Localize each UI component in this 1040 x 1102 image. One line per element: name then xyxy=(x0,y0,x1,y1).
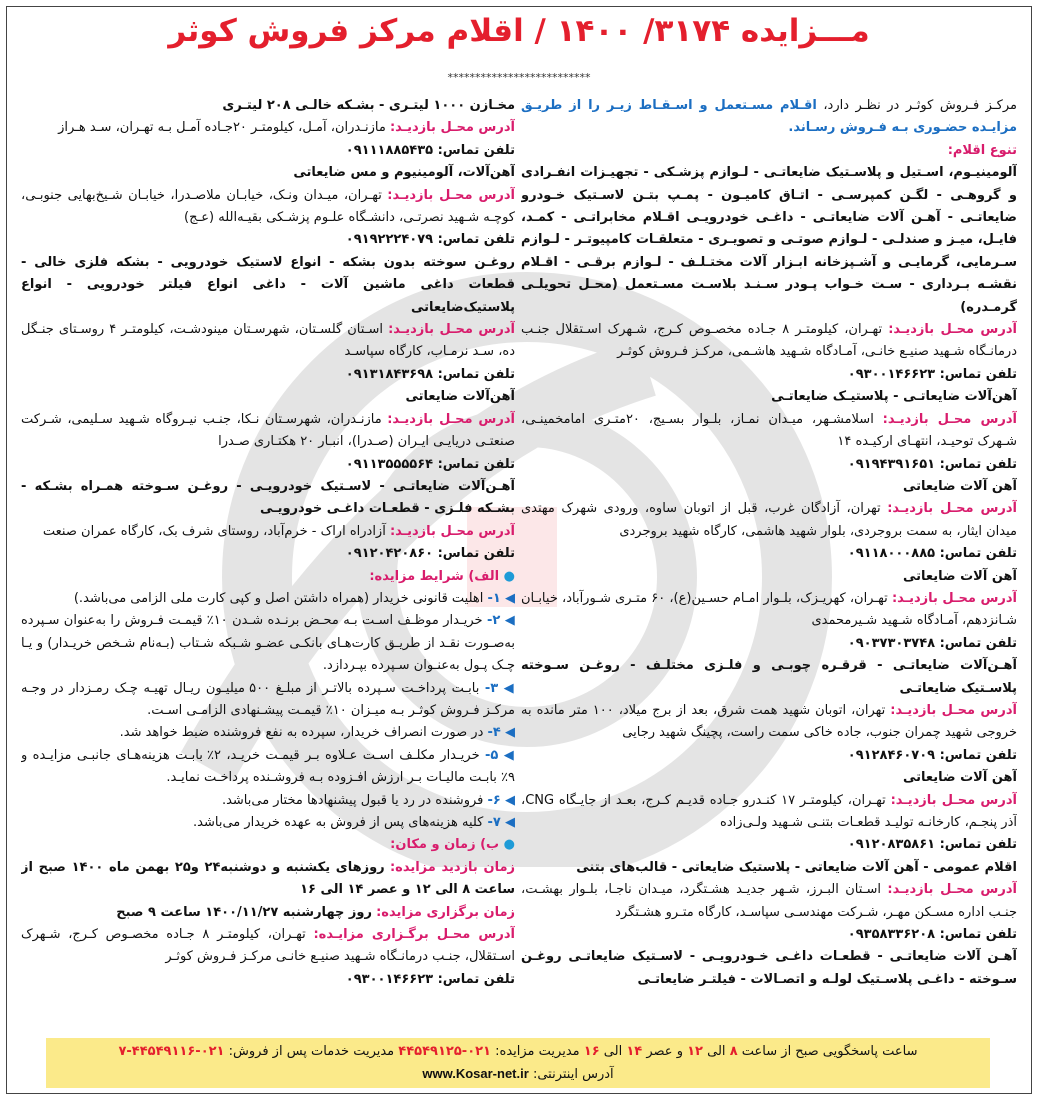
visit-entry: آهن‌آلات ضایعاتی آدرس محـل بازدیـد: مازنـدران، شهرسـتان نـکا، جنـب نیـروگاه شـهید سـلیمی، شـرکت صنعتـی دریایـی ایـران (صـدرا)، انبـار ۲۰ هکتـاری صـدرا تلفن تماس: ۰۹۱۱۳۵۵۵۵۶۴ xyxy=(21,386,515,476)
triangle-bullet-icon: ◀ xyxy=(505,815,515,830)
visit-phone: ۰۹۱۱۸۰۰۰۸۸۵ xyxy=(847,546,936,562)
visit-address: اسلامشـهر، میـدان نمـاز، بلـوار بسـیج، ۲۰متـری امامخمینـی، شـهرک توحیـد، انتهـای ارکیـده ۱۴ xyxy=(521,411,1017,450)
visit-entry: آهن‌آلات، آلومینیوم و مس ضایعاتی آدرس محـل بازدیـد: تهـران، میـدان ونـک، خیابـان ملاصـدرا، خیابـان شـیخ‌بهایی جنوبـی، کوچـه شـهید نصرتـی، دانشـگاه علـوم پزشـکی بقیـه‌الله (عـج) تلفن تماس: ۰۹۱۹۲۲۲۴۰۷۹ xyxy=(21,162,515,252)
website-link[interactable]: www.Kosar-net.ir xyxy=(422,1066,529,1081)
visit-address: تهـران، کهریـزک، بلـوار امـام حسـین(ع)، ۶۰ متـری شـورآباد، خیابـان شـانزدهم، آمـادگاه شـهید شـیرمحمدی xyxy=(521,590,1017,629)
condition-item: ◀ ۶- فروشنده در رد یا قبول پیشنهادها مختار می‌باشد. xyxy=(221,792,515,808)
entry-items: آهن‌آلات ضایعاتی xyxy=(405,389,515,405)
visit-address: تهـران، کیلومتـر ۱۷ کنـدرو جـاده قدیـم کـرج، بعـد از جایـگاه CNG، آذر پنجـم، کارخانـه تولیـد قطعـات بتنـی شـهید ولـی‌زاده xyxy=(521,792,1017,830)
visit-phone: ۰۹۰۳۷۳۰۳۷۴۸ xyxy=(847,635,936,651)
visit-address: اسـتان گلسـتان، شهرسـتان مینودشـت، کیلومتـر ۴ روسـتای جنـگل ده، سـد نرمـاب، کارگاه سپاسـد xyxy=(21,322,515,360)
visit-phone: ۰۹۱۱۳۵۵۵۵۶۴ xyxy=(345,456,434,472)
visit-address: تهران، اتوبان شهید همت شرق، بعد از برج میلاد، ۱۰۰ متر مانده به خروجی شهید چمران جنوب، جاده خاکی سمت راست، پچینگ شهید رجایی xyxy=(521,702,1017,741)
visit-phone: ۰۹۳۰۰۱۴۶۶۲۳ xyxy=(847,366,936,382)
condition-item: ◀ ۳- بابـت پرداخـت سـپرده بالاتـر از مبلـغ ۵۰۰ میلیـون ریـال تهیـه چـک رمـزدار در وجـه مرکـز فـروش کوثـر بـه میـزان ۱۰٪ قیمـت پیشـنهادی الزامـی اسـت. xyxy=(21,680,515,718)
variety-text: آلومینیـوم، اسـتیل و پلاسـتیک ضایعاتـی - لـوازم پزشـکی - تجهیـزات انفـرادی و گروهـی - لگـن کمپرسـی - اتـاق کامیـون - پمـپ بتـن لاسـتیک خـودرو ضایعاتـی - آهـن آلات ضایعاتـی - داغـی خودرویـی اقـلام مخابراتـی - کمـد، فایـل، میـز و صندلـی - لـوازم صوتـی و تصویـری - متعلقـات کامپیوتـر - لـوازم سـرمایی، گرمایـی و آشـپزخانه ابـزار آلات مختـلـف - لـوازم برقـی - اقـلام نقشـه بـرداری - سـت خـواب پـودر سـنـد بلاسـت مسـتعمل (محـل تحویلـی گرمـدره) xyxy=(521,165,1017,315)
entry-items: روغـن سوخته بدون بشکه - انواع لاستیک خودرویی - بشکه فلزی خالی - قطعات داغی ماشین آلات - داغی انواع فیلتر خودرویی - انواع پلاستیک‌ضایعاتی xyxy=(21,254,515,315)
visit-entry: آهن آلات ضایعاتی آدرس محـل بازدیـد: تهـران، کیلومتـر ۱۷ کنـدرو جـاده قدیـم کـرج، بعـد از جایـگاه CNG، آذر پنجـم، کارخانـه تولیـد قطعـات بتنـی شـهید ولـی‌زاده تلفن تماس: ۰۹۱۲۰۸۳۵۸۶۱ xyxy=(521,767,1017,857)
visit-address: تهـران، کیلومتـر ۸ جـاده مخصـوص کـرج، شـهرک اسـتقلال جنـب درمانـگاه شـهید صنیـع خانـی، آمـادگاه شـهید هاشـمی، مرکـز فـروش کوثـر xyxy=(521,322,1017,360)
right-tail-items: آهـن آلات ضایعاتـی - قطعـات داغـی خـودرویـی - لاسـتیک ضایعاتـی روغـن سـوخته - داغـی پلاسـتیک لولـه و اتصـالات - فیلتـر ضایعاتـی xyxy=(521,949,1017,987)
triangle-bullet-icon: ◀ xyxy=(505,590,515,606)
visit-entry: اقلام عمومی - آهن آلات ضایعاتی - پلاستیک ضایعاتی - قالب‌های بتنی آدرس محـل بازدیـد: اسـتان البـرز، شـهر جدیـد هشـتگرد، میـدان ناجـا، بلـوار بهشـت، جنـب اداره مسـکن مهـر، شـرکت مهندسـی سپاسـد، کارگاه متـرو هشـتگرد تلفن تماس: ۰۹۳۵۸۳۳۶۲۰۸ xyxy=(521,857,1017,947)
visit-phone: ۰۹۱۲۸۴۶۰۷۰۹ xyxy=(847,747,936,763)
footer-contact-bar xyxy=(46,1038,990,1088)
sales-phone[interactable]: ۰۲۱-۴۴۵۴۹۱۱۶-۷ xyxy=(118,1044,225,1059)
condition-item: ◀ ۷- کلیه هزینه‌های پس از فروش به عهده خریدار می‌باشد. xyxy=(193,815,515,830)
entry-items: آهـن‌آلات ضایعاتـی - لاسـتیک خودرویـی - روغـن سـوخته همـراه بشـکه - بشـکه فلـزی - قطعـات داغـی خودرویـی xyxy=(21,478,515,517)
visit-address: مازنـدران، آمـل، کیلومتـر ۲۰جـاده آمـل بـه تهـران، سـد هـراز xyxy=(58,120,386,136)
condition-item: ◀ ۱- اهلیت قانونی خریدار (همراه داشتن اصل و کپی کارت ملی الزامی می‌باشد.) xyxy=(73,590,515,606)
right-column xyxy=(521,95,1017,1033)
triangle-bullet-icon: ◀ xyxy=(503,747,515,763)
visit-entry: مخـازن ۱۰۰۰ لیتـری - بشـکه خالـی ۲۰۸ لیتـری آدرس محـل بازدیـد: مازنـدران، آمـل، کیلومتـر ۲۰جـاده آمـل بـه تهـران، سـد هـراز تلفن تماس: ۰۹۱۱۱۸۸۵۴۳۵ xyxy=(21,95,515,162)
visit-address: تهـران، میـدان ونـک، خیابـان ملاصـدرا، خیابـان شـیخ‌بهایی جنوبـی، کوچـه شـهید نصرتـی، دانشـگاه علـوم پزشـکی بقیـه‌الله (عـج) xyxy=(21,187,515,226)
visit-address: تهران، آزادگان غرب، قبل از اتوبان ساوه، ورودی شهرک مهتدی میدان ایثار، به سمت بروجردی، بلوار شهید هاشمی، کارگاه شهید بروجردی xyxy=(521,501,1017,539)
advertisement-frame xyxy=(6,6,1032,1094)
triangle-bullet-icon: ◀ xyxy=(505,725,515,741)
entry-items: آهن آلات ضایعاتی xyxy=(903,770,1017,786)
visit-entry: آهن آلات ضایعاتی آدرس محـل بازدیـد: تهران، آزادگان غرب، قبل از اتوبان ساوه، ورودی شهرک مهتدی میدان ایثار، به سمت بروجردی، بلوار شهید هاشمی، کارگاه شهید بروجردی تلفن تماس: ۰۹۱۱۸۰۰۰۸۸۵ xyxy=(521,476,1017,566)
condition-item: ◀ ۴- در صورت انصراف خریدار، سپرده به نفع فروشنده ضبط خواهد شد. xyxy=(119,725,515,741)
visit-address: آزادراه اراک - خرم‌آباد، روستای شرف بک، کارگاه عمران صنعت xyxy=(42,523,386,539)
entry-items: آهن آلات ضایعاتی xyxy=(903,568,1017,584)
hold-time: زمان برگزاری مزایده: روز چهارشنبه ۱۴۰۰/۱۱/۲۷ ساعت ۹ صبح xyxy=(116,904,515,920)
schedule-heading: ● ب) زمان و مکان: xyxy=(390,837,515,853)
auction-phone[interactable]: ۰۲۱-۴۴۵۴۹۱۲۵ xyxy=(398,1044,491,1059)
bullet-dot-icon: ● xyxy=(503,568,515,584)
hold-place: آدرس محـل برگـزاری مزایـده: تهـران، کیلومتـر ۸ جـاده مخصـوص کـرج، شـهرک اسـتقلال، جنـب درمانـگاه شـهید صنیـع خانـی مرکـز فـروش کوثـر xyxy=(21,927,515,965)
visit-address: مازنـدران، شهرسـتان نـکا، جنـب نیـروگاه شـهید سـلیمی، شـرکت صنعتـی دریایـی ایـران (صـدرا)، انبـار ۲۰ هکتـاری صـدرا xyxy=(21,411,515,450)
title-divider: ************************** xyxy=(447,71,591,84)
triangle-bullet-icon: ◀ xyxy=(503,680,515,696)
condition-item: ◀ ۵- خریـدار مکلـف اسـت عـلاوه بـر قیمـت خریـد، ۲٪ بابـت هزینه‌هـای جانبـی مزایـده و ۹٪ بابـت مالیـات بـر ارزش افـزوده بـه فروشـنده پرداخـت نمایـد. xyxy=(21,747,515,786)
visit-entry: روغـن سوخته بدون بشکه - انواع لاستیک خودرویی - بشکه فلزی خالی - قطعات داغی ماشین آلات - داغی انواع فیلتر خودرویی - انواع پلاستیک‌ضایعاتی آدرس محـل بازدیـد: اسـتان گلسـتان، شهرسـتان مینودشـت، کیلومتـر ۴ روسـتای جنـگل ده، سـد نرمـاب، کارگاه سپاسـد تلفن تماس: ۰۹۱۳۱۸۴۳۶۹۸ xyxy=(21,252,515,386)
visit-phone: ۰۹۱۲۰۸۳۵۸۶۱ xyxy=(847,837,936,853)
entry-items: آهن‌آلات ضایعاتـی - پلاستیـک ضایعاتـی xyxy=(771,389,1017,405)
entry-items: اقلام عمومی - آهن آلات ضایعاتی - پلاستیک ضایعاتی - قالب‌های بتنی xyxy=(576,859,1017,875)
visit-entry: آهن‌آلات ضایعاتـی - پلاستیـک ضایعاتـی آدرس محـل بازدیـد: اسلامشـهر، میـدان نمـاز، بلـوار بسـیج، ۲۰متـری امامخمینـی، شـهرک توحیـد، انتهـای ارکیـده ۱۴ تلفن تماس: ۰۹۱۹۴۳۹۱۶۵۱ xyxy=(521,386,1017,476)
triangle-bullet-icon: ◀ xyxy=(504,613,515,629)
intro-highlight: اقـلام مسـتعمل و اسـقـاط زیـر را از طریـق مزایـده حضـوری بـه فـروش رسـاند. xyxy=(521,98,1017,136)
condition-item: ◀ ۲- خریـدار موظـف اسـت بـه محـض برنـده شـدن ۱۰٪ قیمـت فـروش را به‌عنوان سـپرده به‌صـورت نقـد از طریـق کارت‌هـای بانکـی عضـو شـبکه شـتاب (بـه‌نام شـخص خریـدار) و یـا چـک پـول به‌عنـوان سـپرده بپـردازد. xyxy=(21,613,515,674)
page-title: مـــزایده ۳۱۷۴/ ۱۴۰۰ / اقلام مرکز فروش کوثر xyxy=(168,13,870,49)
footer-line-2: آدرس اینترنتی: www.Kosar-net.ir xyxy=(422,1066,614,1082)
visit-phone: ۰۹۱۹۴۳۹۱۶۵۱ xyxy=(847,456,936,472)
entry-items: آهـن‌آلات ضایعاتـی - قرقـره چوبـی و فلـزی مختلـف - روغـن سـوخته پلاسـتیک ضایعاتـی xyxy=(521,658,1017,696)
visit-phone: ۰۹۱۹۲۲۲۴۰۷۹ xyxy=(345,232,434,248)
left-column xyxy=(21,95,515,1033)
visit-entry: آهن آلات ضایعاتی آدرس محـل بازدیـد: تهـران، کهریـزک، بلـوار امـام حسـین(ع)، ۶۰ متـری شـورآباد، خیابـان شـانزدهم، آمـادگاه شـهید شـیرمحمدی تلفن تماس: ۰۹۰۳۷۳۰۳۷۴۸ xyxy=(521,566,1017,656)
schedule-phone: تلفن تماس: ۰۹۳۰۰۱۴۶۶۲۳ xyxy=(345,971,515,987)
visit-phone: ۰۹۱۲۰۴۲۰۸۶۰ xyxy=(345,546,434,562)
visit-phone: ۰۹۱۳۱۸۴۳۶۹۸ xyxy=(345,366,434,382)
intro-paragraph: مرکـز فـروش کوثـر در نظـر دارد، اقـلام مسـتعمل و اسـقـاط زیـر را از طریـق مزایـده حضـوری بـه فـروش رسـاند. xyxy=(521,98,1017,136)
visit-phone: ۰۹۱۱۱۸۸۵۴۳۵ xyxy=(345,142,434,158)
entry-items: آهن‌آلات، آلومینیوم و مس ضایعاتی xyxy=(293,165,515,181)
visit-entry: آهـن‌آلات ضایعاتـی - قرقـره چوبـی و فلـزی مختلـف - روغـن سـوخته پلاسـتیک ضایعاتـی آدرس محـل بازدیـد: تهران، اتوبان شهید همت شرق، بعد از برج میلاد، ۱۰۰ متر مانده به خروجی شهید چمران جنوب، جاده خاکی سمت راست، پچینگ شهید رجایی تلفن تماس: ۰۹۱۲۸۴۶۰۷۰۹ xyxy=(521,655,1017,767)
visit-phone: ۰۹۳۵۸۳۳۶۲۰۸ xyxy=(847,927,936,943)
conditions-heading: ● الف) شرایط مزایده: xyxy=(369,568,515,584)
visit-time: زمان بازدید مزایده: روزهای یکشنبه و دوشنبه۲۴ و۲۵ بهمن ماه ۱۴۰۰ صبح از ساعت ۸ الی ۱۲ و عصر ۱۴ الی ۱۶ xyxy=(21,859,515,898)
entry-items: مخـازن ۱۰۰۰ لیتـری - بشـکه خالـی ۲۰۸ لیتـری xyxy=(222,98,515,113)
entry-items: آهن آلات ضایعاتی xyxy=(903,478,1017,494)
bullet-dot-icon: ● xyxy=(503,837,515,853)
footer-line-1: ساعت پاسخگویی صبح از ساعت ۸ الی ۱۲ و عصر ۱۴ الی ۱۶ مدیریت مزایده: ۰۲۱-۴۴۵۴۹۱۲۵ مدیریت خدمات پس از فروش: ۰۲۱-۴۴۵۴۹۱۱۶-۷ xyxy=(118,1044,918,1059)
variety-heading: تنوع اقلام: xyxy=(947,142,1017,158)
visit-entry: آدرس محـل بازدیـد: تهـران، کیلومتـر ۸ جـاده مخصـوص کـرج، شـهرک اسـتقلال جنـب درمانـگاه شـهید صنیـع خانـی، آمـادگاه شـهید هاشـمی، مرکـز فـروش کوثـر تلفن تماس: ۰۹۳۰۰۱۴۶۶۲۳ xyxy=(521,322,1017,382)
visit-entry: آهـن‌آلات ضایعاتـی - لاسـتیک خودرویـی - روغـن سـوخته همـراه بشـکه - بشـکه فلـزی - قطعـات داغـی خودرویـی آدرس محـل بازدیـد: آزادراه اراک - خرم‌آباد، روستای شرف بک، کارگاه عمران صنعت تلفن تماس: ۰۹۱۲۰۴۲۰۸۶۰ xyxy=(21,476,515,566)
triangle-bullet-icon: ◀ xyxy=(505,792,515,808)
visit-address: اسـتان البـرز، شـهر جدیـد هشـتگرد، میـدان ناجـا، بلـوار بهشـت، جنـب اداره مسـکن مهـر، شـرکت مهندسـی سپاسـد، کارگاه متـرو هشـتگرد xyxy=(521,882,1017,920)
